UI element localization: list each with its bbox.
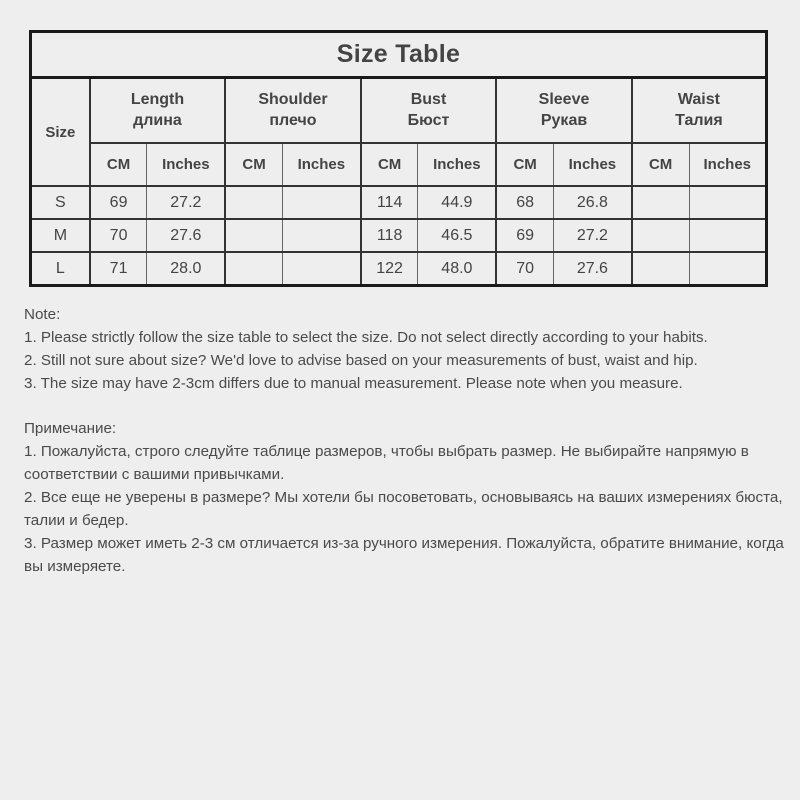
note-item: 1. Пожалуйста, строго следуйте таблице размеров, чтобы выбрать размер. Не выбирайте напрямую в соответствии с вашими привычками. <box>24 443 753 483</box>
group-header-length <box>90 78 226 144</box>
group-label-en: Length <box>130 91 185 109</box>
note-item: 3. Размер может иметь 2-3 см отличается из-за ручного измерения. Пожалуйста, обратите внимание, когда вы измеряете. <box>24 535 789 575</box>
group-label-ru: Бюст <box>407 111 450 129</box>
group-label-ru: Талия <box>675 111 723 129</box>
cell-length-cm: 69 <box>90 186 147 219</box>
cell-length-cm: 71 <box>90 252 147 286</box>
table-row <box>31 186 767 219</box>
cell-sleeve-inches: 27.6 <box>553 252 631 286</box>
cell-waist-inches <box>689 219 767 252</box>
cell-shoulder-inches <box>282 186 360 219</box>
table-row <box>31 219 767 252</box>
unit-header-bust-inches: Inches <box>418 143 496 186</box>
cell-waist-inches <box>689 252 767 286</box>
cell-length-cm: 70 <box>90 219 147 252</box>
cell-length-inches: 27.6 <box>147 219 225 252</box>
row-size-label: L <box>31 252 90 286</box>
unit-header-sleeve-inches: Inches <box>553 143 631 186</box>
note-item: 3. The size may have 2-3cm differs due to manual measurement. Please note when you measure. <box>24 375 683 392</box>
unit-header-waist-inches: Inches <box>689 143 767 186</box>
group-label-ru: Рукав <box>540 111 588 129</box>
cell-bust-cm: 114 <box>361 186 418 219</box>
unit-header-bust-cm: CM <box>361 143 418 186</box>
group-label-ru: длина <box>133 111 182 129</box>
unit-header-length-inches: Inches <box>147 143 225 186</box>
cell-shoulder-cm <box>225 252 282 286</box>
note-item: 2. Still not sure about size? We'd love to advise based on your measurements of bust, waist and hip. <box>24 352 698 369</box>
size-table <box>29 30 768 287</box>
cell-bust-inches: 46.5 <box>418 219 496 252</box>
notes-english <box>24 303 784 395</box>
cell-waist-cm <box>632 252 689 286</box>
group-label-en: Bust <box>410 91 447 109</box>
cell-shoulder-inches <box>282 219 360 252</box>
row-size-label: S <box>31 186 90 219</box>
group-label-en: Waist <box>677 91 720 109</box>
table-row <box>31 252 767 286</box>
group-header-sleeve <box>496 78 632 144</box>
cell-waist-cm <box>632 186 689 219</box>
cell-shoulder-cm <box>225 186 282 219</box>
notes-russian-heading: Примечание: <box>24 420 117 437</box>
note-item: 1. Please strictly follow the size table to select the size. Do not select directly according to your habits. <box>24 329 708 346</box>
size-column-header: Size <box>31 78 90 187</box>
cell-waist-cm <box>632 219 689 252</box>
cell-sleeve-cm: 69 <box>496 219 553 252</box>
size-table-container <box>29 30 768 287</box>
note-item: 2. Все еще не уверены в размере? Мы хотели бы посоветовать, основываясь на ваших измерениях бюста, талии и бедер. <box>24 489 787 529</box>
unit-header-shoulder-cm: CM <box>225 143 282 186</box>
unit-header-length-cm: CM <box>90 143 147 186</box>
cell-sleeve-cm: 68 <box>496 186 553 219</box>
group-header-shoulder <box>225 78 361 144</box>
group-label-en: Shoulder <box>258 91 328 109</box>
cell-bust-cm: 118 <box>361 219 418 252</box>
unit-header-shoulder-inches: Inches <box>282 143 360 186</box>
table-title-row <box>31 32 767 78</box>
notes-english-heading: Note: <box>24 306 61 323</box>
group-header-row <box>31 78 767 144</box>
unit-header-row <box>31 143 767 186</box>
notes-russian <box>24 417 789 578</box>
cell-sleeve-inches: 26.8 <box>553 186 631 219</box>
group-label-en: Sleeve <box>538 91 590 109</box>
cell-bust-inches: 48.0 <box>418 252 496 286</box>
cell-waist-inches <box>689 186 767 219</box>
notes-section <box>24 303 789 600</box>
cell-sleeve-cm: 70 <box>496 252 553 286</box>
group-header-bust <box>361 78 497 144</box>
table-title: Size Table <box>31 32 767 78</box>
cell-bust-inches: 44.9 <box>418 186 496 219</box>
cell-length-inches: 28.0 <box>147 252 225 286</box>
cell-shoulder-cm <box>225 219 282 252</box>
unit-header-sleeve-cm: CM <box>496 143 553 186</box>
row-size-label: M <box>31 219 90 252</box>
cell-bust-cm: 122 <box>361 252 418 286</box>
cell-shoulder-inches <box>282 252 360 286</box>
cell-sleeve-inches: 27.2 <box>553 219 631 252</box>
group-label-ru: плечо <box>269 111 317 129</box>
unit-header-waist-cm: CM <box>632 143 689 186</box>
group-header-waist <box>632 78 767 144</box>
cell-length-inches: 27.2 <box>147 186 225 219</box>
